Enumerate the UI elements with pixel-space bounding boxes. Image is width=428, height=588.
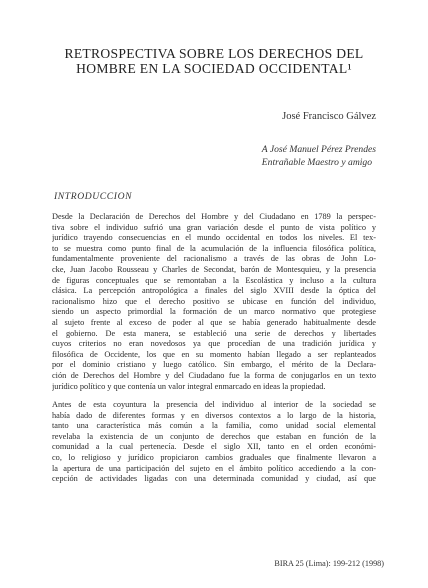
paragraph-line: la apertura de una participación del sujeto en el ámbito político accediendo a la con-	[52, 463, 376, 473]
paragraph-line: jurídico trayendo consecuencias en el mundo occidental en todos los niveles. El tex-	[52, 233, 376, 243]
title-line-1: RETROSPECTIVA SOBRE LOS DERECHOS DEL	[64, 46, 364, 61]
paragraph-line: por el dominio cristiano y luego católico. Sin embargo, el mérito de la Declara-	[52, 360, 376, 370]
dedication-line-2: Entrañable Maestro y amigo	[261, 157, 373, 168]
paragraph-line: siendo un aspecto primordial la formación de un marco normativo que protegiese	[52, 307, 376, 317]
paragraph-line: filosófica de Occidente, los que en su momento habían llegado a ser replanteados	[52, 349, 376, 359]
dedication-line-1: A José Manuel Pérez Prendes	[261, 144, 376, 155]
paragraph-line: comunidad a la cual pertenecía. Desde el siglo XII, tanto en el orden económi-	[52, 442, 376, 452]
paragraph-line: tanto una característica más común a la familia, como unidad social elemental	[52, 421, 376, 431]
paragraph-line: clásica. La percepción antropológica a finales del siglo XVIII desde la óptica del	[52, 286, 376, 296]
paragraph-line: racionalismo hizo que el derecho positivo se ubicase en función del individuo,	[52, 296, 376, 306]
paragraph-1	[52, 212, 376, 392]
paragraph-line: revelaba la existencia de un conjunto de derechos que estaban en función de la	[52, 431, 376, 441]
article-title	[40, 46, 388, 76]
author-name: José Francisco Gálvez	[282, 111, 376, 122]
paragraph-line: cepción de actividades ligadas con una determinada comunidad y ciudad, así que	[52, 474, 376, 484]
paragraph-line: Desde la Declaración de Derechos del Hombre y del Ciudadano en 1789 la perspec-	[52, 212, 376, 221]
paragraph-line: to se muestra como punto final de la acumulación de la influencia filosófica política,	[52, 243, 376, 253]
paragraph-line: el gobierno. De esta manera, se estableció una serie de derechos y libertades	[52, 328, 376, 338]
paragraph-line: co, lo religioso y jurídico propiciaron cambios graduales que finalmente llevaron a	[52, 452, 376, 462]
paragraph-2	[52, 400, 376, 485]
paragraph-line: jurídico político y que contenía un valor integral enmarcado en ideas la propiedad.	[52, 381, 326, 391]
journal-citation: BIRA 25 (Lima): 199-212 (1998)	[274, 559, 384, 568]
paragraph-line: cuyos criterios no eran novedosos ya que procedían de una tradición jurídica y	[52, 339, 376, 349]
paragraph-line: ción de Derechos del Hombre y del Ciudadano fue la forma de conjugarlos en un texto	[52, 370, 376, 380]
paragraph-line: cke, Juan Jacobo Rousseau y Charles de Secondat, barón de Montesquieu, y la presencia	[52, 264, 376, 274]
paragraph-line: al sujeto frente al exceso de poder al que se había generado habitualmente desde	[52, 317, 376, 327]
section-heading: INTRODUCCION	[54, 191, 133, 202]
paragraph-line: de figuras conceptuales que se remontaban a la Escolástica y incluso a la cultura	[52, 275, 376, 285]
paragraph-line: tiva sobre el individuo sufrió una gran variación desde el punto de vista político y	[52, 222, 376, 232]
dedication	[262, 143, 376, 169]
paragraph-line: Antes de esta coyuntura la presencia del individuo al interior de la sociedad se	[52, 400, 376, 409]
title-line-2: HOMBRE EN LA SOCIEDAD OCCIDENTAL¹	[76, 61, 352, 76]
paragraph-line: fundamentalmente proveniente del racionalismo a través de las obras de John Lo-	[52, 254, 376, 264]
paragraph-line: había dado de diferentes formas y en diversos contextos a lo largo de la historia,	[52, 410, 376, 420]
